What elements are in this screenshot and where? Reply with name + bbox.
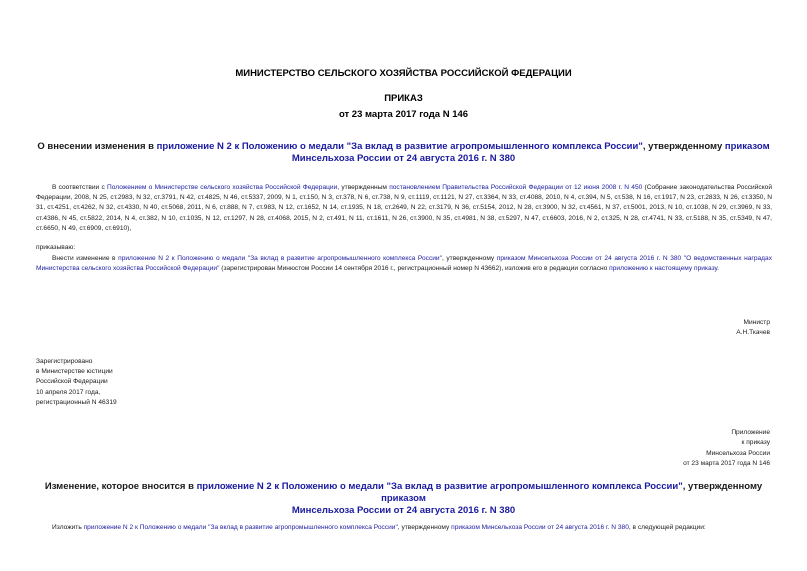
registration-block	[36, 357, 117, 408]
final-paragraph	[36, 523, 772, 533]
document-date-number: от 23 марта 2017 года N 146	[338, 109, 469, 120]
signature-name: А.Н.Ткачев	[736, 329, 770, 337]
final-appendix-link[interactable]: приложение N 2 к Положению о медали "За вклад в развитие агропромышленного комплекса России"	[83, 524, 398, 531]
body-text: .	[717, 265, 720, 273]
government-decree-link[interactable]: постановлением Правительства Российской Федерации от 12 июня 2008 г. N 450	[389, 184, 643, 191]
ministry-regulation-link[interactable]: Положением о Министерстве сельского хозяйства Российской Федерации	[107, 184, 338, 191]
final-text: Изложить	[52, 524, 84, 531]
appendix-line: к приказу	[741, 439, 770, 447]
order-title	[30, 141, 777, 165]
change-order-link[interactable]: приказом	[381, 493, 426, 504]
title-order-link[interactable]: приказом	[724, 141, 770, 152]
final-text: , утвержденному	[397, 524, 452, 531]
change-appendix-link[interactable]: приложение N 2 к Положению о медали "За вклад в развитие агропромышленного комплекса России"	[196, 481, 683, 492]
title-order-link-cont[interactable]: Минсельхоза России от 24 августа 2016 г. N 380	[291, 153, 516, 164]
title-appendix-link[interactable]: приложение N 2 к Положению о медали "За вклад в развитие агропромышленного комплекса России"	[156, 141, 643, 152]
document-type: ПРИКАЗ	[384, 93, 423, 104]
registration-line: 10 апреля 2017 года,	[36, 388, 101, 396]
registration-line: Зарегистрировано	[36, 358, 93, 365]
body-text: (зарегистрирован Минюстом России 14 сентября 2016 г., регистрационный номер N 43662), изложив его в редакции согласно	[219, 265, 610, 273]
appendix-line: Минсельхоза России	[706, 449, 770, 457]
body-text: Внести изменение в	[52, 255, 119, 262]
appendix-line: Приложение	[731, 429, 770, 436]
preamble-paragraph	[36, 183, 772, 234]
signature-block	[736, 318, 770, 339]
registration-line: в Министерстве юстиции	[36, 368, 113, 376]
order-word: приказываю:	[36, 244, 76, 251]
registration-line: Российской Федерации	[36, 378, 108, 386]
body-awards-link[interactable]: "О ведомственных наградах Министерства сельского хозяйства Российской Федерации"	[36, 255, 772, 273]
appendix-line: от 23 марта 2017 года N 146	[683, 459, 770, 467]
final-text: , в следующей редакции:	[628, 524, 706, 531]
body-appendix-link[interactable]: приложение N 2 к Положению о медали "За вклад в развитие агропромышленного комплекса России"	[118, 255, 442, 262]
appendix-header	[683, 428, 770, 469]
change-title	[30, 481, 777, 517]
signature-position: Министр	[743, 319, 770, 326]
preamble-text: , утвержденным	[337, 184, 390, 191]
ministry-heading: МИНИСТЕРСТВО СЕЛЬСКОГО ХОЗЯЙСТВА РОССИЙСКОЙ ФЕДЕРАЦИИ	[235, 68, 572, 79]
change-order-link-cont[interactable]: Минсельхоза России от 24 августа 2016 г. N 380	[291, 505, 516, 516]
change-title-text: , утвержденному	[682, 481, 763, 492]
change-title-text: Изменение, которое вносится в	[44, 481, 197, 492]
preamble-text: (Собрание законодательства Российской Федерации, 2008, N 25, ст.2983, N 32, ст.3791, N 42, ст.4825, N 46, ст.5337, 2009, N 1, ст.150, N 3, ст.378, N 6, ст.738, N 9, ст.1119, ст.1121, N 27, ст.3364, N 33, ст.4088, 2010, N 4, ст.394, N 5, ст.538, N 16, ст.1917, N 23, ст.2833, N 26, ст.3350, N 31, ст.4251, ст.4262, N 32, ст.4330, N 40, ст.5068, 2011, N 6, ст.888, N 7, ст.983, N 12, ст.1652, N 14, ст.1935, N 18, ст.2649, N 22, ст.3179, N 36, ст.5154, 2012, N 28, ст.3900, N 32, ст.4561, N 37, ст.5001, 2013, N 10, ст.1038, N 29, ст.3969, N 33, ст.4386, N 45, ст.5822, 2014, N 4, ст.382, N 10, ст.1035, N 12, ст.1297, N 28, ст.4068, 2015, N 2, ст.491, N 11, ст.1611, N 26, ст.3900, N 35, ст.4981, N 38, ст.5297, N 47, ст.6603, 2016, N 2, ст.325, N 28, ст.4741, N 33, ст.5188, N 35, ст.5349, N 47, ст.6650, N 49, ст.6909, ст.6910),	[36, 184, 773, 232]
body-paragraph	[36, 254, 772, 274]
order-title-text: , утвержденному	[642, 141, 725, 152]
preamble-text: В соответствии с	[52, 184, 108, 191]
registration-line: регистрационный N 46319	[36, 398, 117, 406]
body-order-link[interactable]: приказом Минсельхоза России от 24 августа 2016 г. N 380	[496, 255, 682, 262]
final-order-link[interactable]: приказом Минсельхоза России от 24 августа 2016 г. N 380	[451, 524, 629, 531]
body-annex-link[interactable]: приложению к настоящему приказу	[609, 265, 718, 273]
body-text: , утвержденному	[441, 255, 497, 262]
order-title-text: О внесении изменения в	[37, 141, 157, 152]
